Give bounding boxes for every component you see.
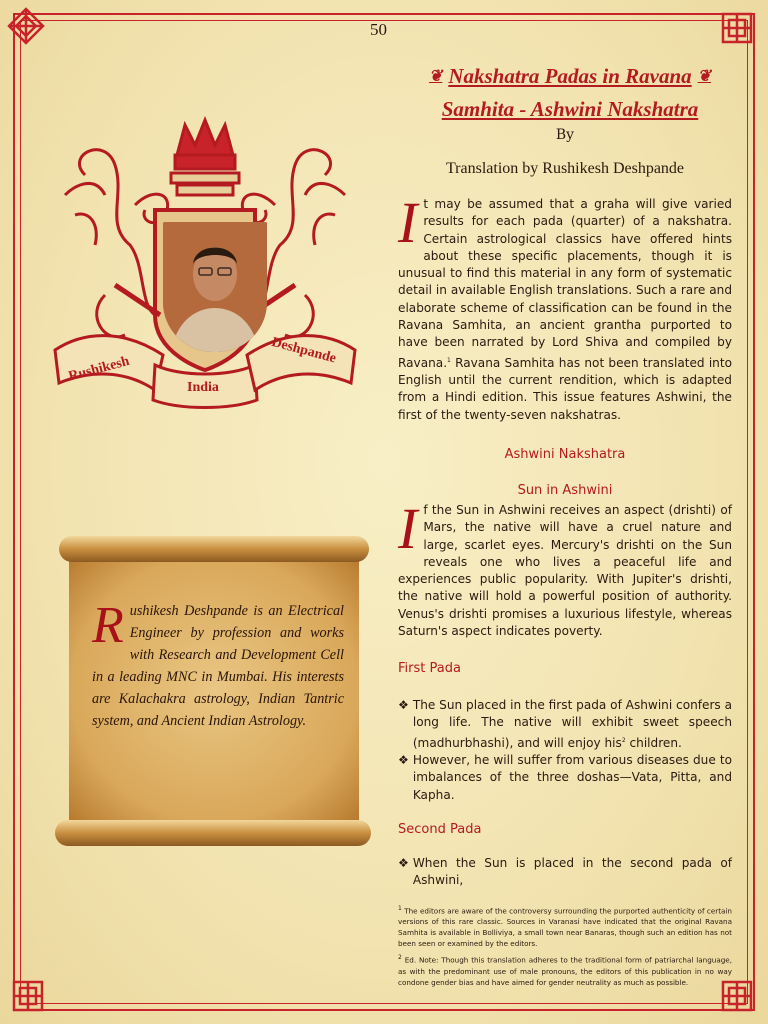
crest-ribbon-left: Rushikesh bbox=[67, 353, 132, 385]
footnote: $^1$ The editors are aware of the controversy surrounding the purported authenticity of certain versions of this rare classic. Sources in Varanasi have indicated that the original Ravana Samhita is available in Bolliviya, a small town near Banaras, though such an edition has not been seen or examined by the editors. bbox=[398, 905, 732, 949]
footnotes bbox=[398, 903, 732, 991]
second-pada-list bbox=[398, 855, 732, 890]
list-item: ❖ When the Sun is placed in the second pada of Ashwini, bbox=[398, 855, 732, 890]
crest-ribbon-center: India bbox=[187, 380, 219, 395]
title-line-1: Nakshatra Padas in Ravana bbox=[448, 64, 692, 88]
endless-knot-icon bbox=[8, 976, 48, 1016]
footnote: $^2$ Ed. Note: Though this translation adheres to the traditional form of patriarchal language, as with the predominant use of male pronouns, the editors of this publication in no way condone gender bias and have aimed for gender neutrality as much as possible. bbox=[398, 954, 732, 987]
drop-cap: I bbox=[398, 496, 418, 561]
endless-knot-icon bbox=[717, 8, 757, 48]
author-bio: Rushikesh Deshpande is an Electrical Engineer by profession and works with Research and Development Cell in a leading MNC in Mumbai. His interests are Kalachakra astrology, Indian Tantric system, and Ancient Indian Astrology. bbox=[92, 597, 344, 729]
flourish-icon: ❦ bbox=[697, 68, 712, 85]
byline: By bbox=[555, 127, 575, 143]
endless-knot-icon bbox=[6, 6, 46, 46]
title-line-2: Samhita - Ashwini Nakshatra bbox=[441, 97, 699, 121]
intro-paragraph: It may be assumed that a graha will give varied results for each pada (quarter) of a nakshatra. Certain astrological classics have offered hints about these specific placements, though it is unusual to find this material in any form of systematic detail in available English translations. Such a rare and elaborate scheme of classification can be found in the Ravana Samhita, an ancient grantha purported to have been narrated by Lord Shiva and compiled by Ravana.$^1$ Ravana Samhita has not been translated into English until the current rendition, which is adapted from a Hindi edition. This issue features Ashwini, the first of the twenty-seven nakshatras. bbox=[398, 190, 732, 422]
list-item: ❖ However, he will suffer from various diseases due to imbalances of the three doshas—Vata, Pitta, and Kapha. bbox=[398, 752, 732, 804]
diamond-bullet-icon: ❖ bbox=[398, 698, 409, 712]
footnote-ref[interactable]: 2 bbox=[621, 736, 626, 744]
footnote-ref[interactable]: 1 bbox=[447, 356, 451, 364]
diamond-bullet-icon: ❖ bbox=[398, 856, 409, 870]
subsection-heading: Sun in Ashwini bbox=[517, 483, 613, 498]
sun-paragraph: If the Sun in Ashwini receives an aspect (drishti) of Mars, the native will have a cruel nature and large, scarlet eyes. Mercury's drishti on the Sun reveals one who lives a peaceful life and experiences public popularity. With Jupiter's drishti, the native will hold a powerful position of authority. Venus's drishti promises a luxurious lifestyle, whereas Saturn's aspect indicates poverty. bbox=[398, 496, 732, 639]
section-heading: Ashwini Nakshatra bbox=[504, 447, 626, 462]
author-portrait bbox=[163, 222, 267, 352]
translator-credit: Translation by Rushikesh Deshpande bbox=[445, 160, 685, 177]
list-item: ❖ The Sun placed in the first pada of Ashwini confers a long life. The native will exhibit sweet speech (madhurbhashi), and will enjoy his$^2$ children. bbox=[398, 697, 732, 752]
flourish-icon: ❦ bbox=[428, 68, 443, 85]
first-pada-list bbox=[398, 697, 732, 804]
drop-cap: I bbox=[398, 190, 418, 255]
first-pada-heading: First Pada bbox=[398, 661, 461, 676]
page-number: 50 bbox=[370, 20, 387, 39]
second-pada-heading: Second Pada bbox=[398, 822, 482, 837]
drop-cap: R bbox=[92, 597, 124, 654]
article-title bbox=[380, 60, 760, 126]
crest-ribbon-right: Deshpande bbox=[269, 334, 338, 367]
diamond-bullet-icon: ❖ bbox=[398, 752, 409, 767]
